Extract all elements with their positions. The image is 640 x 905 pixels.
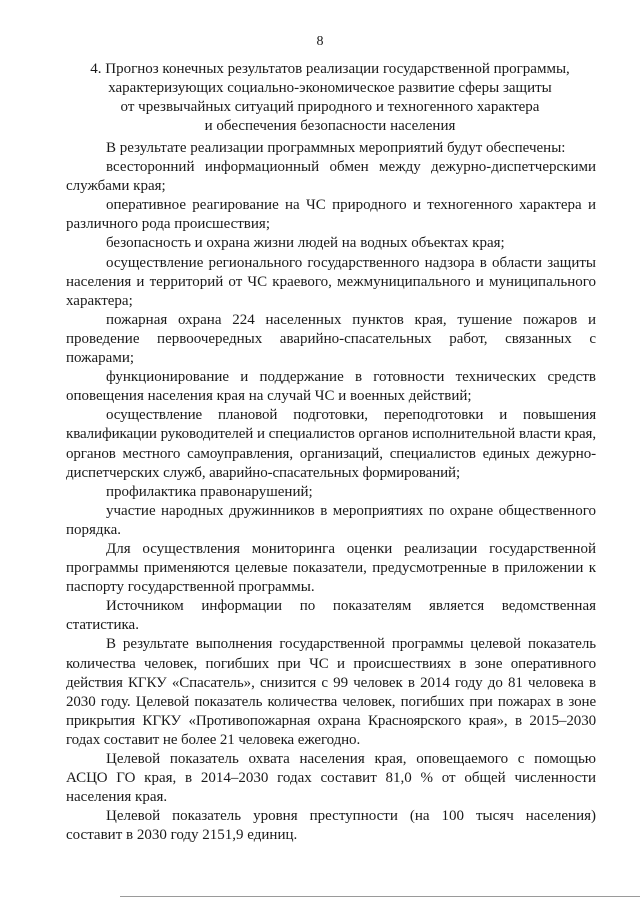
bottom-edge-line (120, 896, 640, 897)
paragraph-list-item: функционирование и поддержание в готовности технических средств оповещения населения края на случай ЧС и военных действий; (66, 369, 596, 405)
section-heading-line: от чрезвычайных ситуаций природного и техногенного характера (120, 99, 540, 115)
paragraph-intro: В результате реализации программных мероприятий будут обеспечены: (106, 140, 566, 156)
paragraph-list-item: оперативное реагирование на ЧС природного и техногенного характера и различного рода происшествия; (66, 197, 596, 233)
section-heading-line: 4. Прогноз конечных результатов реализации государственной программы, (90, 61, 570, 77)
section-heading-line: и обеспечения безопасности населения (204, 118, 456, 134)
paragraph-list-item: осуществление плановой подготовки, переподготовки и повышения квалификации руководителей и специалистов органов исполнительной власти края, органов местного самоуправления, организаций, специалистов единых дежурно-диспетчерских служб, аварийно-спасательных формирований; (66, 407, 596, 481)
page-number: 8 (316, 34, 324, 49)
paragraph-list-item: осуществление регионального государственного надзора в области защиты населения и территорий от ЧС краевого, межмуниципального и муниципального характера; (66, 254, 596, 309)
paragraph-list-item: профилактика правонарушений; (106, 483, 313, 500)
document-body (66, 139, 596, 845)
section-heading-line: характеризующих социально-экономическое развитие сферы защиты (108, 80, 552, 96)
paragraph-list-item: безопасность и охрана жизни людей на водных объектах края; (106, 235, 505, 252)
paragraph-target-casualties: В результате выполнения государственной программы целевой показатель количества человек, погибших при ЧС и происшествиях в зоне оперативного действия КГКУ «Спасатель», снизится с 99 человек в 2014 году до 81 человека в 2030 году. Целевой показатель количества человек, погибших при пожарах в зоне прикрытия КГКУ «Противопожарная охрана Красноярского края», в 2015–2030 годах составит не более 21 человека ежегодно. (66, 636, 596, 748)
paragraph-list-item: всесторонний информационный обмен между дежурно-диспетчерскими службами края; (66, 159, 596, 195)
paragraph-monitoring: Для осуществления мониторинга оценки реализации государственной программы применяются целевые показатели, предусмотренные в приложении к паспорту государственной программы. (66, 540, 596, 596)
paragraph-information-source: Источником информации по показателям является ведомственная статистика. (66, 598, 596, 634)
paragraph-list-item: пожарная охрана 224 населенных пунктов края, тушение пожаров и проведение первоочередных аварийно-спасательных работ, связанных с пожарами; (66, 311, 596, 367)
paragraph-target-notification: Целевой показатель охвата населения края, оповещаемого с помощью АСЦО ГО края, в 2014–2030 годах составит 81,0 % от общей численности населения края. (66, 751, 596, 806)
paragraph-list-item: участие народных дружинников в мероприятиях по охране общественного порядка. (66, 502, 596, 538)
paragraph-target-crime: Целевой показатель уровня преступности (на 100 тысяч населения) составит в 2030 году 2151,9 единиц. (66, 808, 596, 844)
section-heading (74, 60, 586, 136)
